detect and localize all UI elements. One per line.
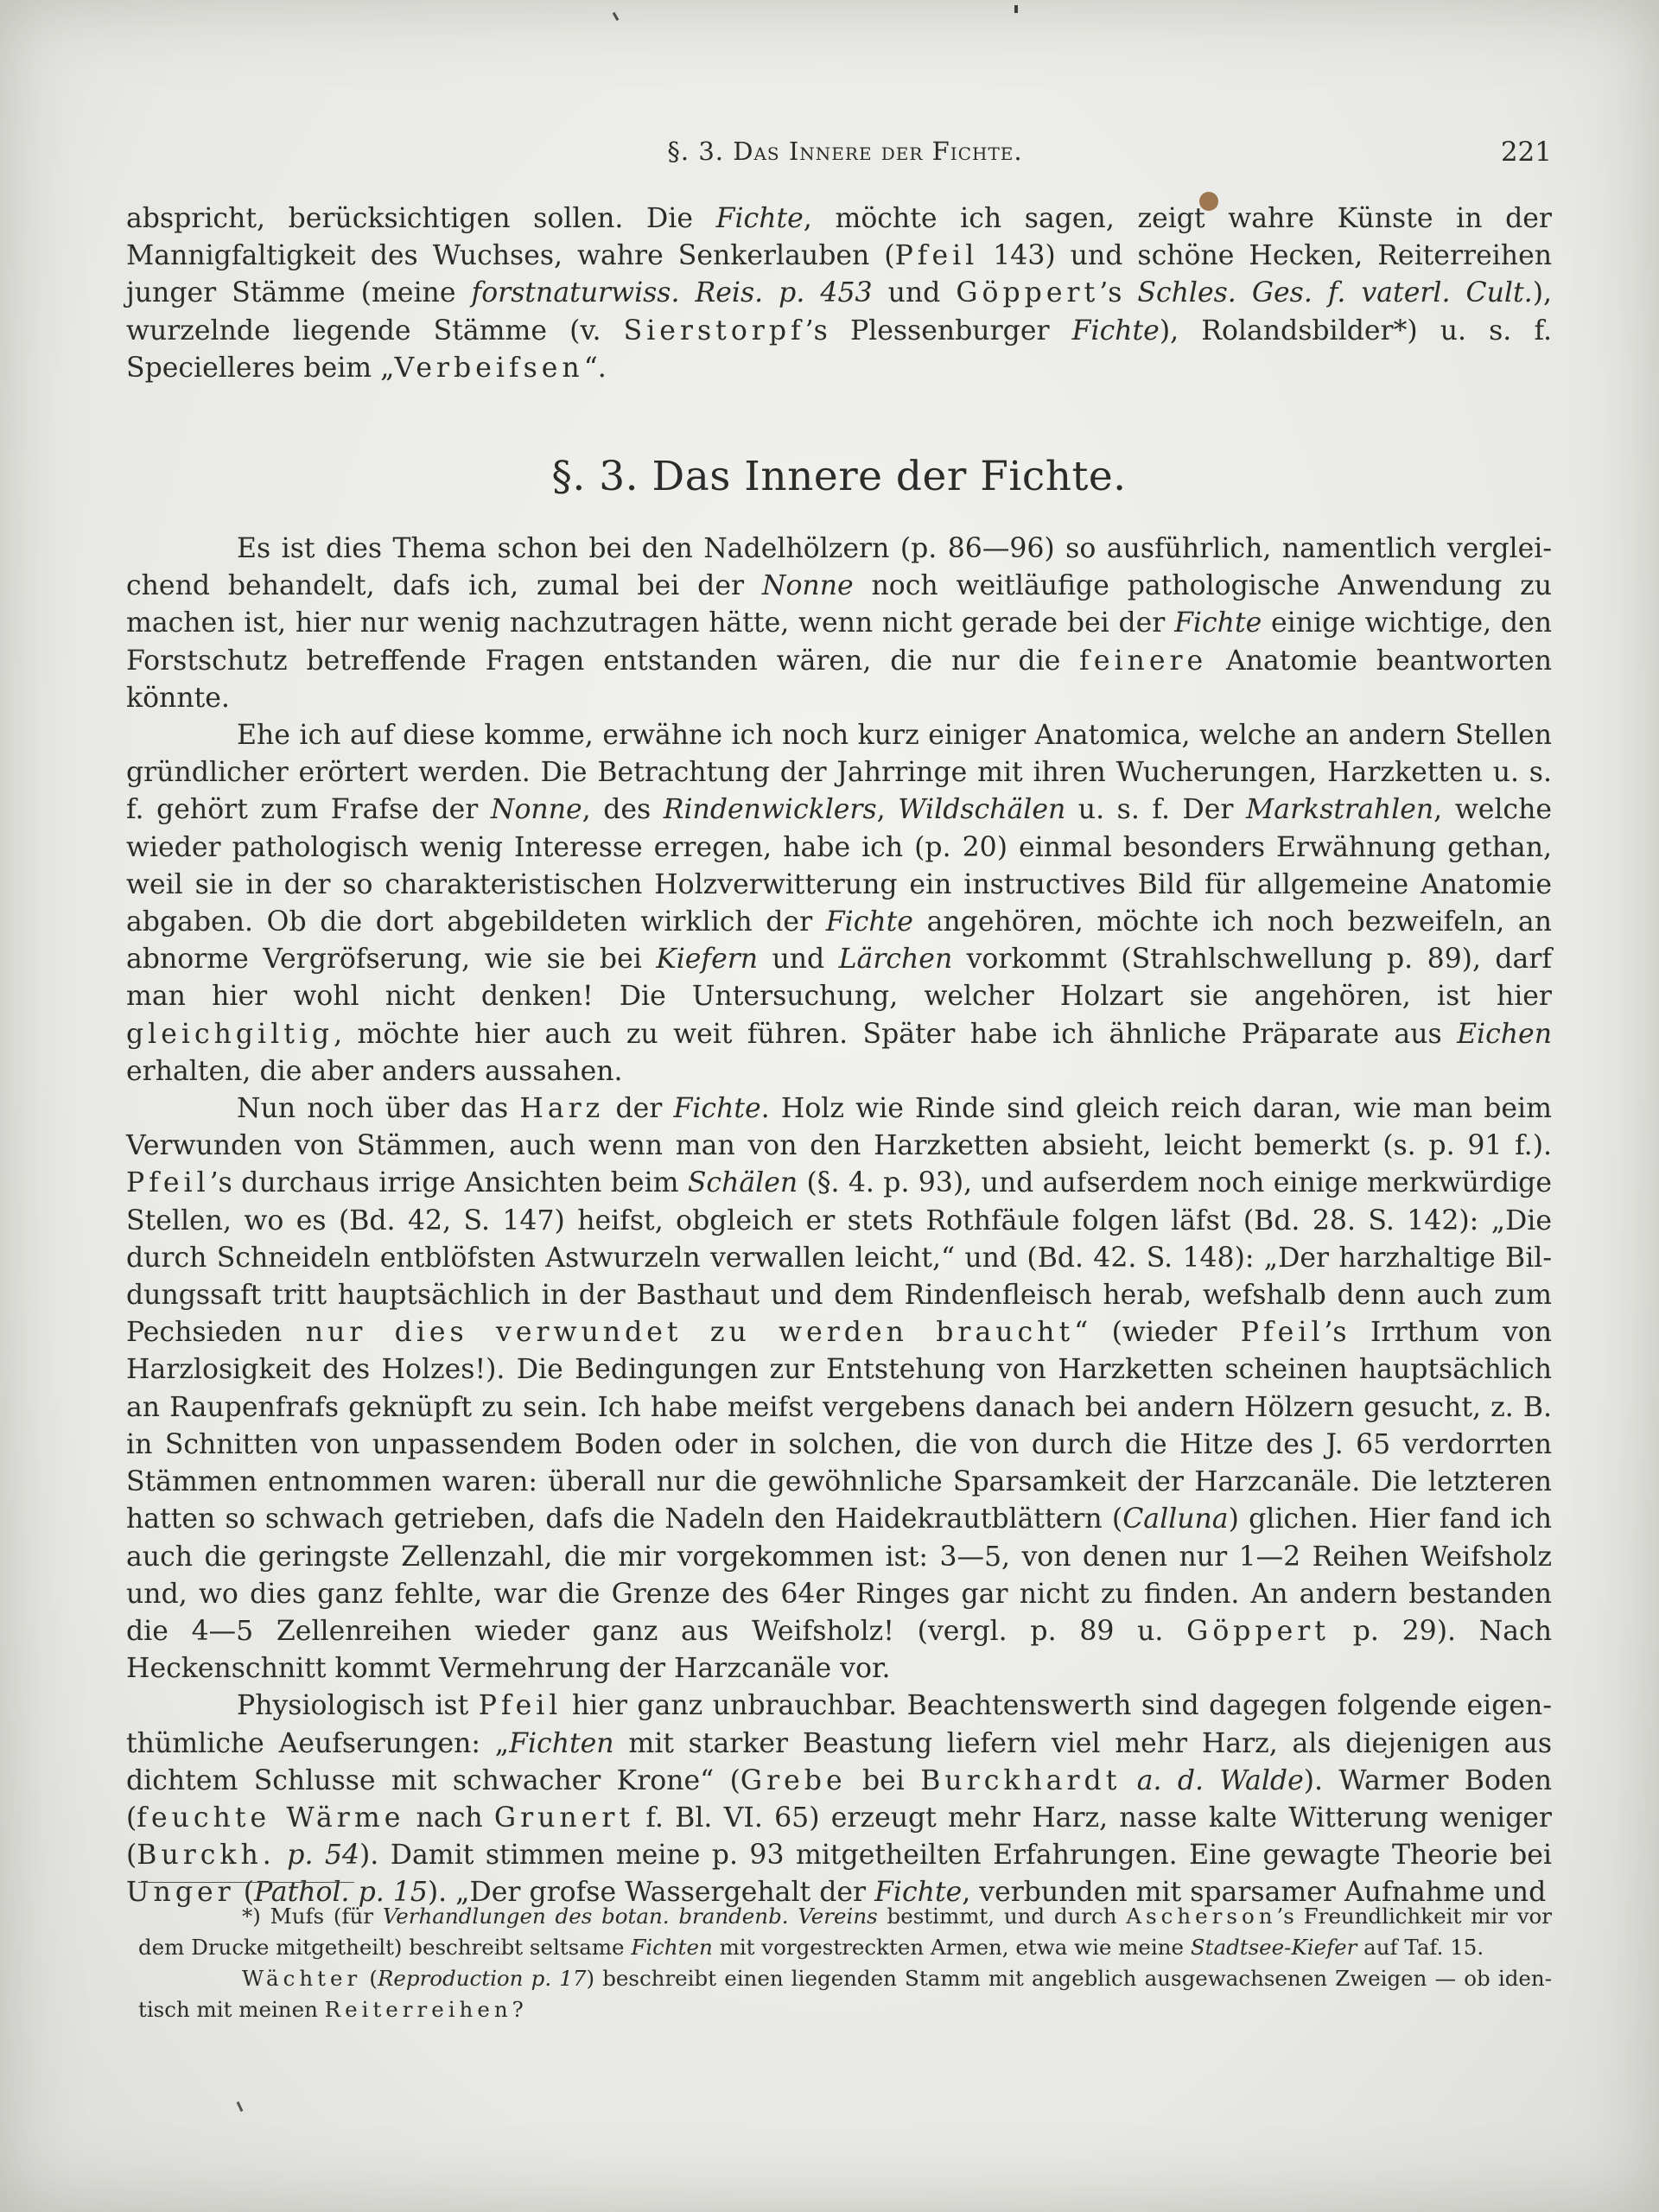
ink-speck — [613, 12, 620, 21]
text-run: ), wurzelnde liegende Stämme (v. — [126, 277, 1552, 346]
italic-term: Kiefern — [656, 944, 759, 976]
text-run: der — [604, 1093, 674, 1125]
text-run: Physiologisch ist — [237, 1690, 479, 1722]
text-run: vorkommt (Strahlschwellung p. 89), darf man hier wohl nicht denken! Die Untersuchung, welcher Holzart sie angehören, ist hier — [126, 944, 1553, 1013]
ink-speck — [237, 2101, 244, 2112]
text-run: ’s Irrthum von Harzlosigkeit des Holzes!). Die Bedingungen zur Entstehung von Harzketten scheinen hauptsächlich an Raupenfrafs geknüpft zu sein. Ich habe meifst vergebens danach bei andern Hölzern gesucht, z. B. in Schnitten von unpassendem Boden oder in solchen, die von durch die Hitze des J. 65 verdorrten Stämmen entnommen waren: überall nur die gewöhnliche Sparsamkeit der Harzcanäle. Die letzteren hatten so schwach getrieben, dafs die Nadeln den Haidekrautblättern ( — [126, 1317, 1553, 1535]
spaced-name: Unger — [126, 1877, 235, 1909]
italic-term: Wildschälen — [898, 794, 1066, 826]
text-run: Nun noch über das — [237, 1093, 520, 1125]
italic-reference: Pathol. p. 15 — [254, 1877, 428, 1909]
spaced-name: Sierstorpf — [623, 315, 805, 346]
text-run: ( — [234, 1877, 255, 1909]
italic-term: Lärchen — [838, 944, 953, 976]
italic-term: Fichte — [673, 1093, 761, 1125]
italic-reference: Reproduction p. 17 — [377, 1966, 587, 1991]
text-run: , welche wieder pathologisch wenig Interesse erregen, habe ich (p. 20) einmal besonders Erwähnung gethan, weil sie in der so charakteristischen Holzverwitterung ein instructives Bild für allgemeine Anatomie abgaben. Ob die dort abgebildeten wirklich der — [126, 794, 1552, 938]
text-run: , verbunden mit sparsamer Aufnahme und — [962, 1877, 1547, 1909]
text-run: ) glichen. Hier fand ich auch die geringste Zellenzahl, die mir vorgekommen ist: 3—5, von denen nur 1—2 Reihen Weifsholz und, wo dies ganz fehlte, war die Grenze des 64er Ringes gar nicht zu finden. An andern bestanden die 4—5 Zellenreihen wieder ganz aus Weifsholz! (vergl. p. 89 u. — [126, 1503, 1552, 1647]
paragraph — [126, 1090, 1552, 1688]
italic-term: Fichte — [825, 906, 913, 938]
text-run: ). „Der grofse Wassergehalt der — [427, 1877, 875, 1909]
running-title: §. 3. Das Innere der Fichte. — [667, 137, 1023, 166]
text-run: (§. 4. p. 93), und aufserdem noch einige merkwürdige Stellen, wo es (Bd. 42, S. 147) heifst, obgleich er stets Rothfäule folgen läfst (Bd. 28. S. 142): „Die durch Schneideln entblöfsten Astwurzeln verwallen leicht,“ und (Bd. 42. S. 148): „Der harzhaltige Bildungssaft tritt hauptsächlich in der Basthaut und dem Rindenfleisch herab, wefshalb denn auch zum Pechsieden — [126, 1167, 1552, 1349]
text-run: ’s durchaus irrige Ansichten beim — [209, 1167, 688, 1199]
ink-speck — [1014, 5, 1018, 13]
italic-term: Markstrahlen — [1246, 794, 1434, 826]
section-title: §. 3. Das Innere der Fichte. — [551, 453, 1127, 501]
italic-term: Fichten — [509, 1727, 614, 1759]
text-run: erhalten, die aber anders aussahen. — [126, 1055, 623, 1087]
main-text — [126, 200, 1552, 1912]
page-number: 221 — [1500, 137, 1552, 168]
spaced-name: Pfeil — [478, 1690, 563, 1722]
spaced-term: Reiterreihen — [324, 1997, 512, 2022]
text-run: abspricht, berücksichtigen sollen. Die — [126, 203, 716, 234]
footnote-rule — [138, 1882, 354, 1883]
text-run: nach — [404, 1802, 494, 1834]
italic-term: Rindenwicklers — [663, 794, 877, 826]
text-run: ). Damit stimmen meine p. 93 mitgetheilten Erfahrungen. Eine gewagte Theorie bei — [359, 1840, 1553, 1872]
text-run: hier ganz unbrauchbar. Beachtenswerth sind dagegen folgende eigenthümliche Aeufserungen: „ — [126, 1690, 1552, 1759]
text-run: ’s — [1099, 277, 1138, 309]
spaced-term: feuchte Wärme — [137, 1802, 405, 1834]
spaced-term: feinere — [1079, 645, 1208, 677]
text-run: , möchte hier auch zu weit führen. Später habe ich ähnliche Präparate aus — [334, 1018, 1458, 1050]
text-run: , möchte ich sagen, zeigt wahre Künste in der Mannigfaltigkeit des Wuchses, wahre Senkerlauben ( — [126, 203, 1552, 272]
running-header — [138, 137, 1552, 180]
italic-term: Calluna — [1122, 1503, 1229, 1535]
text-run — [1121, 1765, 1136, 1796]
spaced-term: Harz — [519, 1093, 605, 1125]
text-run: , — [876, 794, 899, 826]
text-run: und — [872, 277, 957, 309]
text-run: ? — [512, 1997, 524, 2022]
italic-reference: Schles. Ges. f. vaterl. Cult. — [1137, 277, 1533, 309]
italic-term: Fichte — [1174, 607, 1262, 639]
spaced-term: gleichgiltig — [126, 1018, 334, 1050]
text-run: Es ist dies Thema schon bei den Nadelhölzern (p. 86—96) so ausführlich, namentlich vergleichend behandelt, dafs ich, zumal bei der — [126, 533, 1552, 602]
text-run: 143) und schöne Hecken, Reiterreihen junger Stämme (meine — [126, 240, 1552, 309]
italic-term: Nonne — [761, 570, 854, 602]
italic-reference: p. 54 — [287, 1840, 359, 1872]
italic-term: Eichen — [1457, 1018, 1552, 1050]
spaced-name: Burckhardt — [920, 1764, 1122, 1796]
footnotes — [138, 1901, 1552, 2025]
spaced-name: Grebe — [740, 1764, 847, 1796]
italic-term: Schälen — [687, 1167, 798, 1199]
text-run: und — [758, 944, 839, 976]
spaced-name: Pfeil — [894, 240, 979, 272]
text-run: f. Bl. VI. 65) erzeugt mehr Harz, nasse kalte Witterung weniger ( — [126, 1802, 1552, 1872]
italic-term: Nonne — [490, 794, 582, 826]
text-run: ( — [361, 1966, 378, 1991]
spaced-name: Burckh. — [137, 1840, 276, 1872]
text-run: mit vorgestreckten Armen, etwa wie meine — [712, 1935, 1191, 1960]
spaced-name: Ascherson — [1126, 1904, 1277, 1929]
spaced-name: Pfeil — [1240, 1317, 1325, 1349]
footnote — [138, 1963, 1552, 2025]
paragraph — [126, 717, 1552, 1090]
spaced-name: Göppert — [1186, 1615, 1330, 1647]
italic-term: Fichte — [1071, 315, 1160, 346]
text-run: Ehe ich auf diese komme, erwähne ich noch kurz einiger Anatomica, welche an andern Stellen gründlicher erörtert werden. Die Betrachtung der Jahrringe mit ihren Wucherungen, Harzketten u. s. f. gehört zum Frafse der — [126, 720, 1552, 826]
text-run: ’s Plessenburger — [804, 315, 1072, 346]
spaced-term: Verbeifsen — [394, 352, 584, 384]
text-run: angehören, möchte ich noch bezweifeln, an abnorme Vergröfserung, wie sie bei — [126, 906, 1552, 976]
text-run: mit starker Beastung liefern viel mehr Harz, als diejenigen aus dichtem Schlusse mit schwacher Krone“ ( — [126, 1727, 1553, 1796]
italic-term: Fichte — [715, 203, 804, 234]
spaced-quote: nur dies verwundet zu werden braucht — [305, 1317, 1075, 1349]
italic-term: Fichten — [631, 1935, 713, 1960]
paragraph — [126, 531, 1552, 717]
paragraph — [126, 1688, 1552, 1911]
text-run: Anatomie beantworten könnte. — [126, 645, 1552, 714]
text-run: . Holz wie Rinde sind gleich reich daran, wie man beim Verwunden von Stämmen, auch wenn man von den Harzketten absieht, leicht bemerkt (s. p. 91 f.). — [126, 1093, 1552, 1162]
spaced-name: Pfeil — [126, 1167, 210, 1199]
text-run: p. 29). Nach Heckenschnitt kommt Vermehrung der Harzcanäle vor. — [126, 1615, 1552, 1685]
text-run: auf Taf. 15. — [1357, 1935, 1484, 1960]
italic-term: Stadtsee-Kiefer — [1190, 1935, 1357, 1960]
text-run: “. — [583, 352, 607, 384]
text-run: u. s. f. Der — [1065, 794, 1247, 826]
text-run: ) beschreibt einen liegenden Stamm mit angeblich ausgewachsenen Zweigen — ob identisch mit meinen — [138, 1966, 1552, 2022]
text-run: einige wichtige, den Forstschutz betreffende Fragen entstanden wären, die nur die — [126, 607, 1552, 677]
footnote — [138, 1901, 1552, 1963]
spaced-name: Göppert — [956, 277, 1100, 309]
italic-reference: a. d. Walde — [1136, 1764, 1304, 1796]
text-run: ’s Freundlichkeit mir vor dem Drucke mitgetheilt) beschreibt seltsame — [138, 1904, 1553, 1960]
text-run: ), Rolandsbilder*) u. s. f. Specielleres beim „ — [126, 315, 1552, 384]
italic-term: Fichte — [874, 1877, 963, 1909]
text-run: ). Warmer Boden ( — [126, 1764, 1553, 1834]
italic-reference: forstnaturwiss. Reis. p. 453 — [471, 277, 873, 309]
text-run: bei — [846, 1764, 921, 1796]
paragraph-continuation — [126, 200, 1552, 387]
spaced-name: Wächter — [242, 1966, 362, 1991]
text-run: noch weitläufige pathologische Anwendung zu machen ist, hier nur wenig nachzutragen hätte, wenn nicht gerade bei der — [126, 570, 1552, 639]
text-run: “ (wieder — [1074, 1317, 1241, 1349]
italic-reference: Verhandlungen des botan. brandenb. Vereins — [382, 1904, 878, 1929]
text-run: *) Mufs (für — [242, 1904, 383, 1929]
text-run — [276, 1840, 287, 1871]
text-run: , des — [582, 794, 664, 826]
spaced-name: Grunert — [493, 1802, 635, 1834]
text-run: bestimmt, und durch — [877, 1904, 1127, 1929]
